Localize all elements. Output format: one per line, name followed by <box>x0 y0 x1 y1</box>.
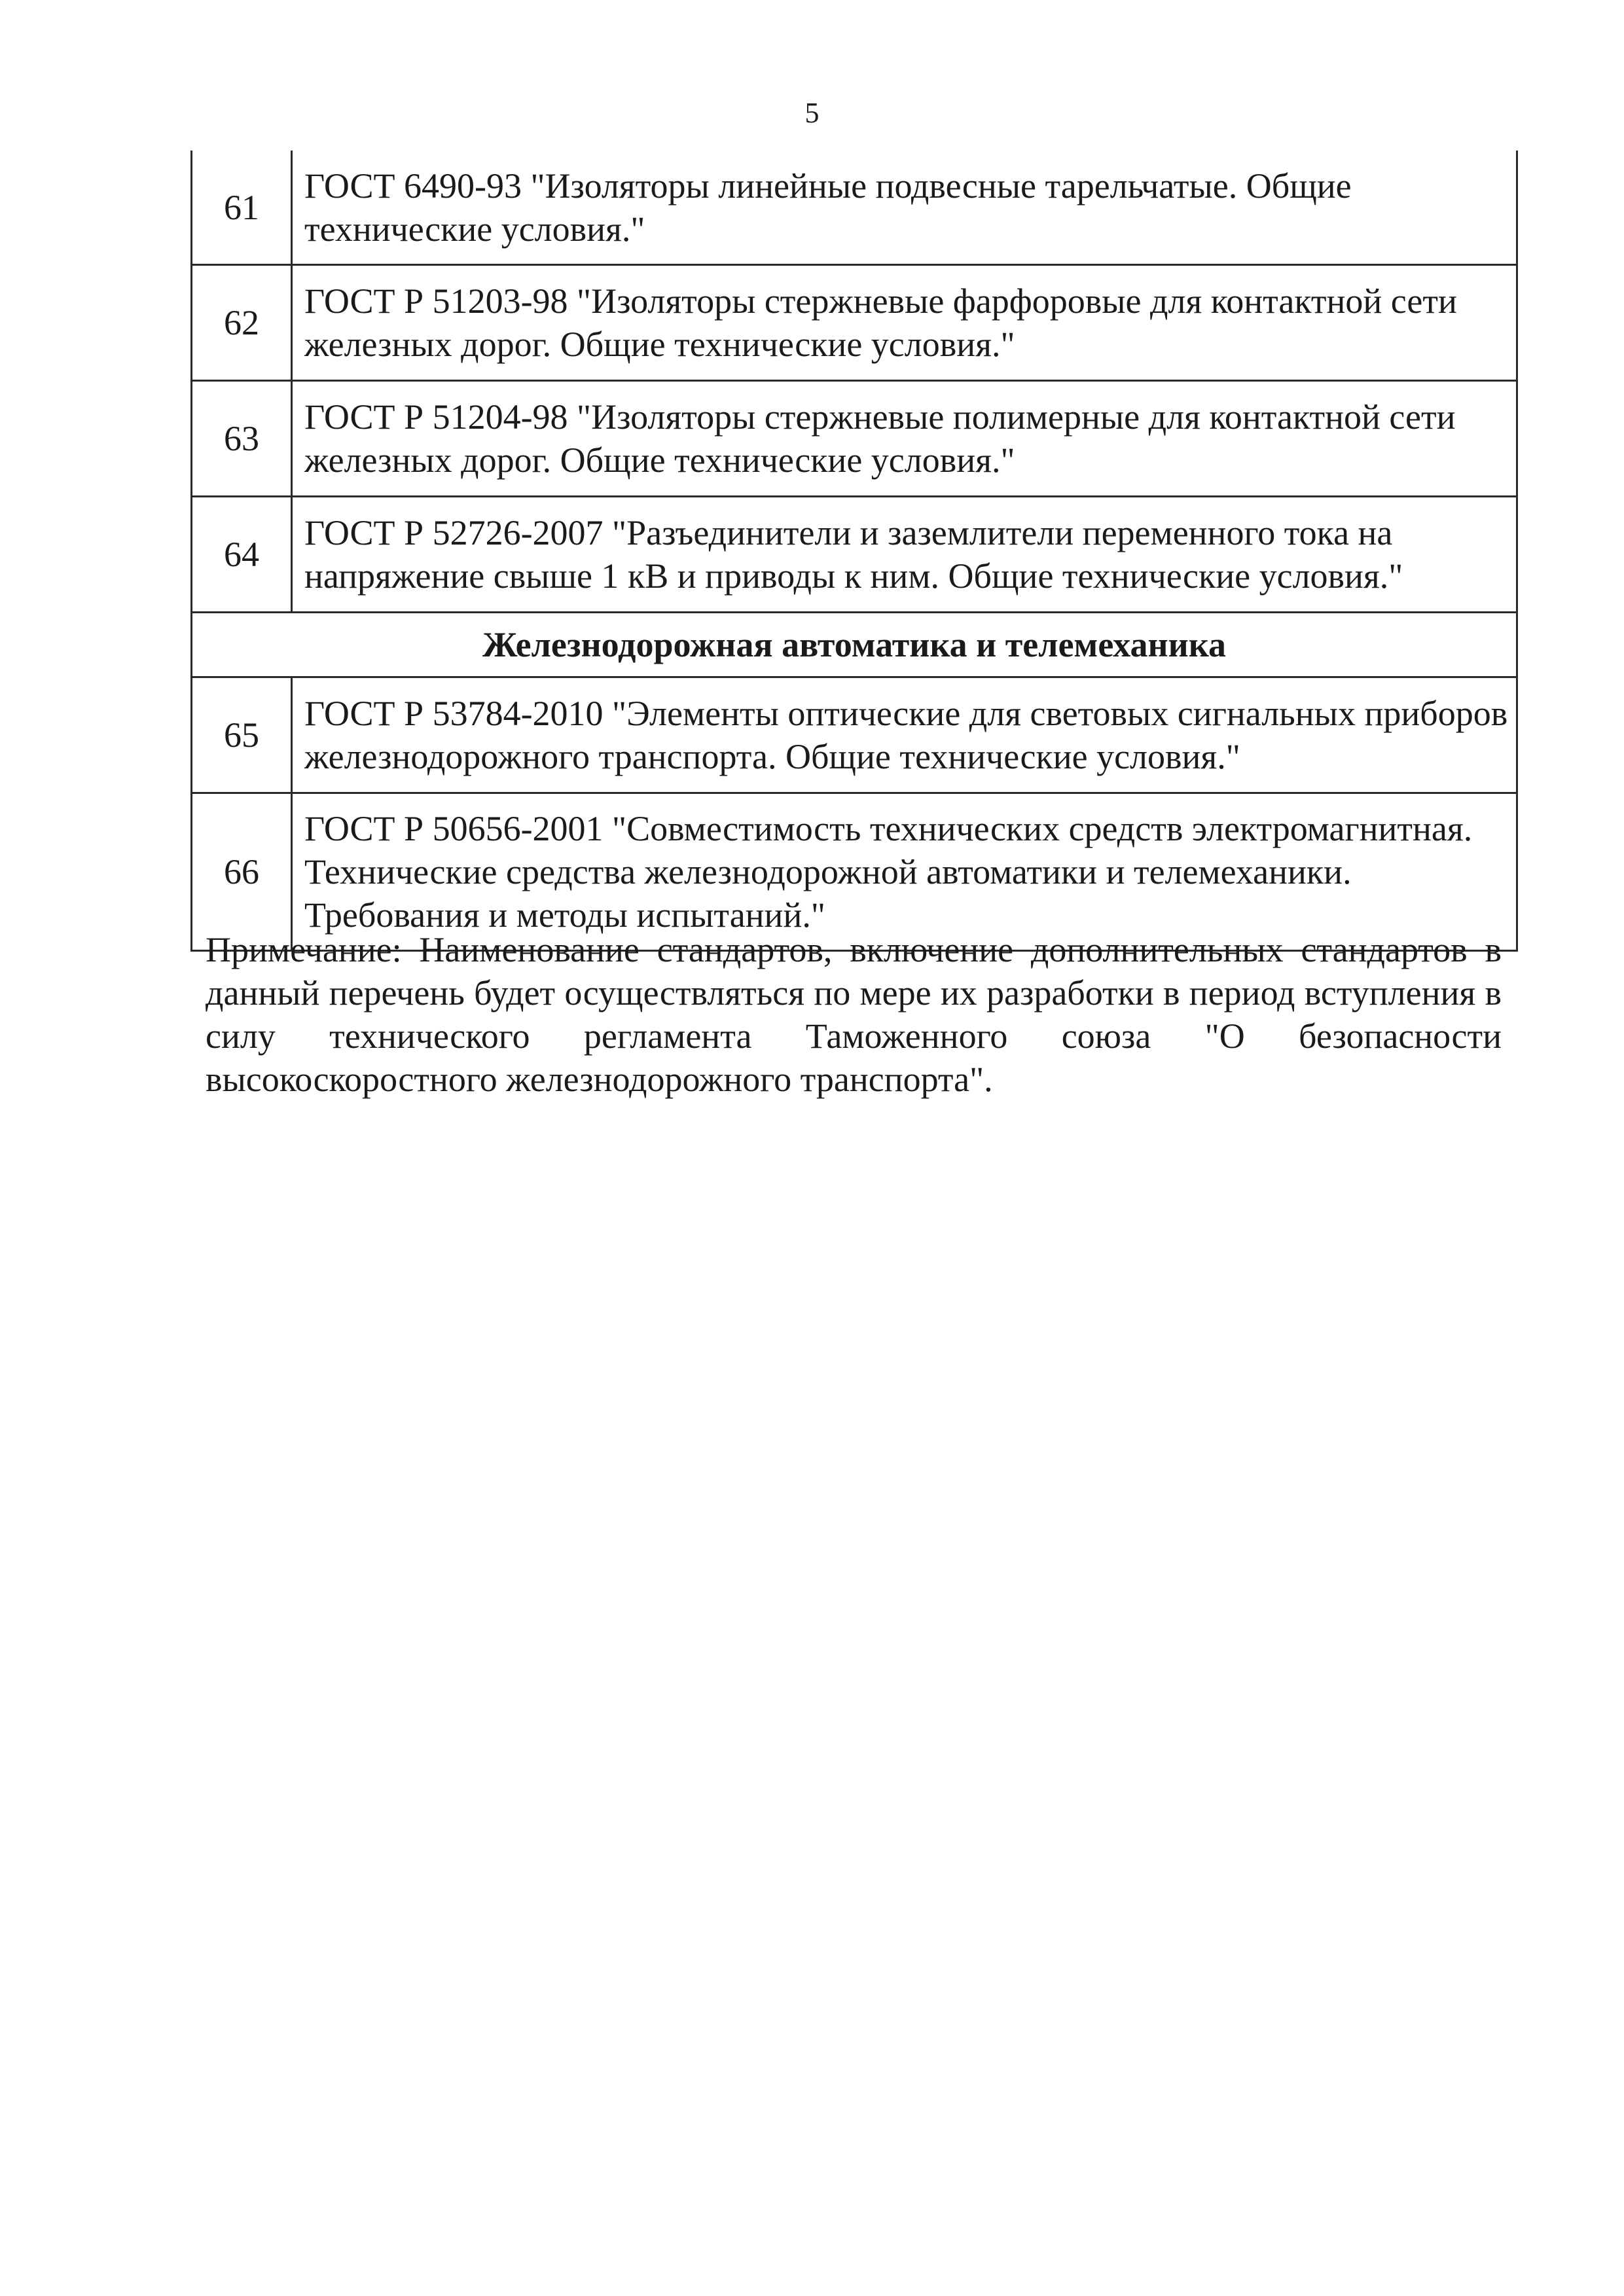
standard-title: ГОСТ Р 50656-2001 "Совместимость технических средств электромагнитная. Технические средства железнодорожной автоматики и телемеханики. Требования и методы испытаний." <box>292 793 1517 951</box>
table-row <box>192 151 1517 265</box>
row-number: 61 <box>192 151 292 265</box>
page-number: 5 <box>804 97 820 129</box>
table-row <box>192 677 1517 793</box>
table-row <box>192 381 1517 497</box>
standard-title: ГОСТ Р 52726-2007 "Разъединители и заземлители переменного тока на напряжение свыше 1 кВ и приводы к ним. Общие технические условия." <box>292 497 1517 613</box>
table-row <box>192 497 1517 613</box>
row-number: 66 <box>192 793 292 951</box>
table-row <box>192 793 1517 951</box>
standard-title: ГОСТ Р 51204-98 "Изоляторы стержневые полимерные для контактной сети железных дорог. Общие технические условия." <box>292 381 1517 497</box>
standard-title: ГОСТ Р 53784-2010 "Элементы оптические для световых сигнальных приборов железнодорожного транспорта. Общие технические условия." <box>292 677 1517 793</box>
section-heading: Железнодорожная автоматика и телемеханика <box>192 613 1517 677</box>
row-number: 62 <box>192 265 292 381</box>
note-paragraph: Примечание: Наименование стандартов, включение дополнительных стандартов в данный перечень будет осуществляться по мере их разработки в период вступления в силу технического регламента Таможенного союза "О безопасности высокоскоростного железнодорожного транспорта". <box>206 930 1502 1099</box>
section-row <box>192 613 1517 677</box>
table-row <box>192 265 1517 381</box>
standard-title: ГОСТ 6490-93 "Изоляторы линейные подвесные тарельчатые. Общие технические условия." <box>292 151 1517 265</box>
standards-table <box>190 151 1518 952</box>
standard-title: ГОСТ Р 51203-98 "Изоляторы стержневые фарфоровые для контактной сети железных дорог. Общие технические условия." <box>292 265 1517 381</box>
row-number: 64 <box>192 497 292 613</box>
row-number: 65 <box>192 677 292 793</box>
row-number: 63 <box>192 381 292 497</box>
